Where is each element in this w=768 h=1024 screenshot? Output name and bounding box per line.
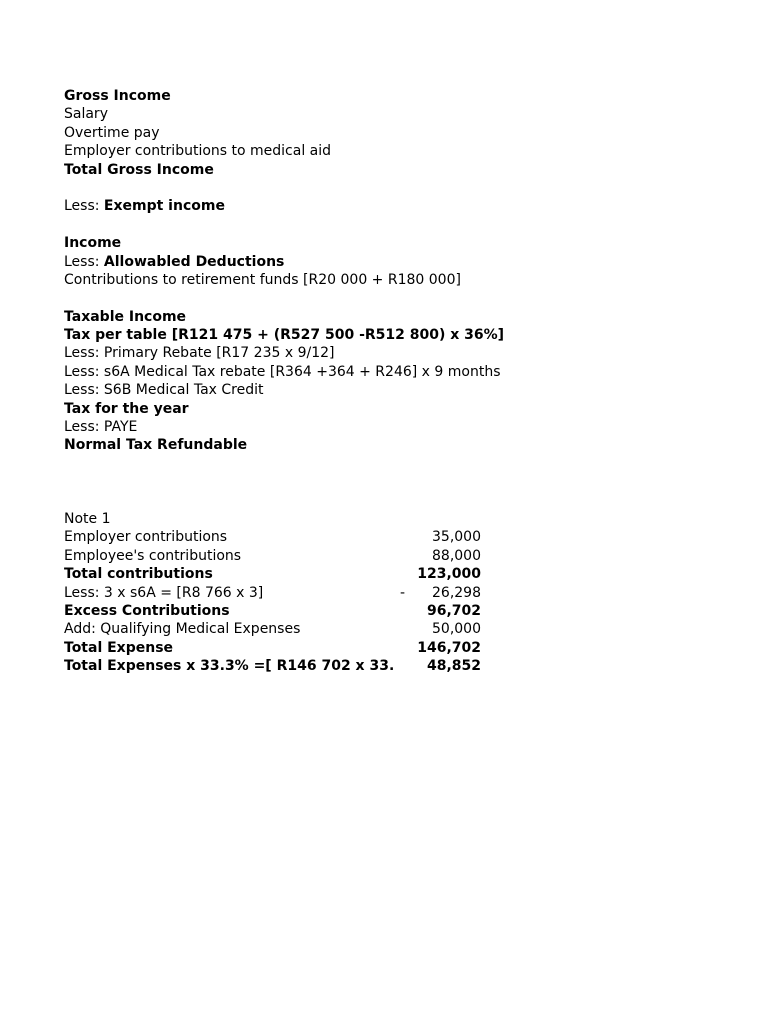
- note-row-label: Total Expense: [64, 639, 174, 656]
- note-row-label: Employee's contributions: [64, 547, 242, 564]
- spacer: [64, 289, 704, 307]
- note-row: [64, 547, 484, 565]
- note-row-value: 88,000: [432, 547, 481, 564]
- minus-sign: -: [400, 584, 406, 601]
- taxable-income-label: Taxable Income: [64, 308, 187, 325]
- note-row-label: Total Expenses x 33.3% =[ R146 702 x 33.: [64, 658, 395, 675]
- total-gross-income-label: Total Gross Income: [64, 161, 214, 178]
- allowable-deductions-label: Allowabled Deductions: [103, 253, 285, 270]
- note-row-value: 48,852: [426, 658, 481, 675]
- note-1-table: [64, 510, 484, 676]
- tax-for-year-label: Tax for the year: [64, 400, 189, 417]
- note-row-label: Add: Qualifying Medical Expenses: [64, 621, 301, 638]
- note-row: [64, 584, 484, 602]
- overtime-label: Overtime pay: [64, 124, 160, 141]
- allowable-deductions-line: [64, 253, 704, 271]
- spacer: [64, 179, 704, 197]
- primary-rebate-label: Less: Primary Rebate [R17 235 x 9/12]: [64, 345, 335, 362]
- note-row-total: [64, 639, 484, 657]
- note-title: Note 1: [64, 511, 111, 527]
- note-row-value: 26,298: [432, 584, 481, 601]
- salary-label: Salary: [64, 106, 108, 123]
- s6a-rebate-label: Less: s6A Medical Tax rebate [R364 +364 + R246] x 9 months: [64, 363, 501, 380]
- note-row-label: Excess Contributions: [64, 602, 230, 619]
- tax-per-table-label: Tax per table [R121 475 + (R527 500 -R512 800) x 36%]: [64, 327, 505, 344]
- note-row-value: 123,000: [417, 566, 481, 583]
- less-prefix: Less:: [64, 253, 104, 270]
- employer-medical-label: Employer contributions to medical aid: [64, 143, 332, 160]
- note-row-value: 146,702: [417, 639, 481, 656]
- note-row: [64, 528, 484, 546]
- s6b-credit-label: Less: S6B Medical Tax Credit: [64, 382, 264, 399]
- tax-statement: [64, 87, 704, 455]
- income-heading: Income: [64, 235, 122, 252]
- paye-label: Less: PAYE: [64, 419, 138, 436]
- note-row-label: Less: 3 x s6A = [R8 766 x 3]: [64, 584, 264, 601]
- note-row-value: 96,702: [426, 602, 481, 619]
- exempt-income-label: Exempt income: [103, 198, 225, 215]
- gross-income-heading: Gross Income: [64, 88, 171, 104]
- note-row-total: [64, 602, 484, 620]
- note-row-label: Employer contributions: [64, 529, 228, 546]
- retirement-contributions-label: Contributions to retirement funds [R20 000 + R180 000]: [64, 271, 461, 288]
- note-row-total: [64, 657, 484, 675]
- note-row-value: 50,000: [432, 621, 481, 638]
- normal-tax-refundable-label: Normal Tax Refundable: [64, 437, 248, 454]
- note-row-value: 35,000: [432, 529, 481, 546]
- note-row-label: Total contributions: [64, 566, 213, 583]
- note-row: [64, 620, 484, 638]
- spacer: [64, 216, 704, 234]
- note-row-total: [64, 565, 484, 583]
- exempt-income-line: [64, 197, 704, 215]
- less-prefix: Less:: [64, 198, 104, 215]
